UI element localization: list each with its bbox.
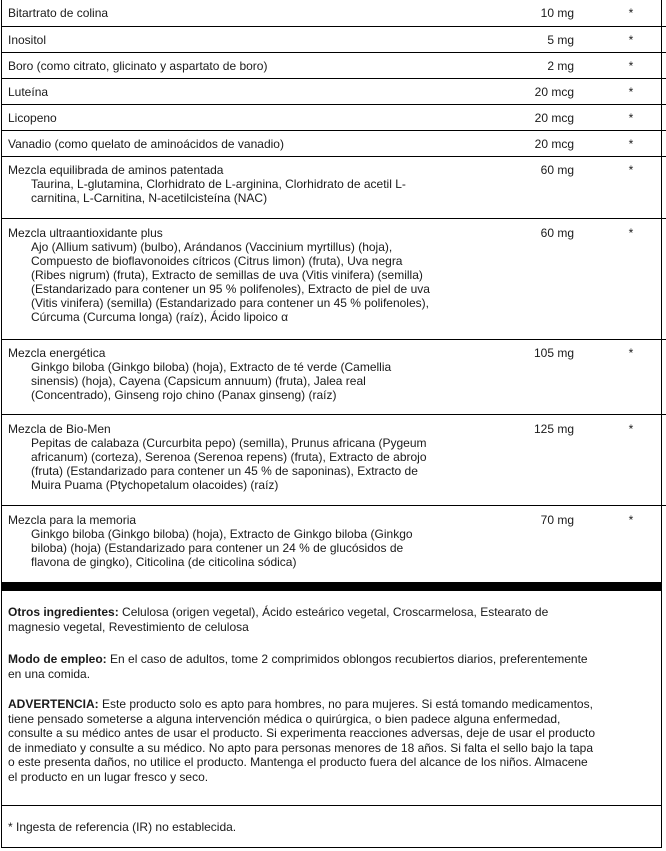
blend-ingredients-line: Cúrcuma (Curcuma longa) (raíz), Ácido lipoico α <box>31 309 289 324</box>
nutrient-row <box>1 104 666 130</box>
nutrient-name: Vanadio (como quelato de aminoácidos de vanadio) <box>1 130 488 156</box>
nutrient-amount: 20 mcg <box>488 130 578 156</box>
blend-ingredients-line: (Vitis vinifera) (semilla) (Estandarizado para contener un 45 % polifenoles), <box>31 295 429 310</box>
directions-text: En el caso de adultos, tome 2 comprimidos oblongos recubiertos diarios, preferentemente <box>106 652 588 666</box>
warning-text: Este producto solo es apto para hombres, no para mujeres. Si está tomando medicamentos, <box>98 697 593 711</box>
nutrient-dv: * <box>578 0 666 26</box>
blend-amount: 60 mg <box>488 218 578 339</box>
blend-ingredients-line: Taurina, L-glutamina, Clorhidrato de L-arginina, Clorhidrato de acetil L- <box>31 176 406 191</box>
nutrient-name: Licopeno <box>1 104 488 130</box>
blend-ingredients-line: (Concentrado), Ginseng rojo chino (Panax ginseng) (raíz) <box>31 387 337 402</box>
blend-row <box>1 156 666 218</box>
blend-ingredients-line: (Ribes nigrum) (fruta), Extracto de semillas de uva (Vitis vinifera) (semilla) <box>31 267 423 282</box>
thick-divider <box>1 582 662 591</box>
warning-text: tiene pensado someterse a alguna intervención médica o quirúrgica, o bien padece alguna enfermedad, <box>8 711 561 726</box>
nutrient-name: Inositol <box>1 26 488 52</box>
nutrient-dv: * <box>578 104 666 130</box>
blend-row <box>1 218 666 339</box>
nutrient-name: Bitartrato de colina <box>1 0 488 26</box>
directions-text: en una comida. <box>8 666 91 681</box>
blend-cell <box>1 339 488 414</box>
blend-dv: * <box>578 339 666 414</box>
nutrient-row <box>1 52 666 78</box>
directions <box>8 652 656 681</box>
blend-dv: * <box>628 512 634 527</box>
blend-row <box>1 505 666 575</box>
blend-ingredients-line: Pepitas de calabaza (Curcurbita pepo) (semilla), Prunus africana (Pygeum <box>31 435 427 450</box>
footnote: * Ingesta de referencia (IR) no establecida. <box>8 820 237 834</box>
blend-amount: 125 mg <box>488 414 578 505</box>
other-ingredients <box>8 605 656 634</box>
supplement-facts-table <box>1 0 666 575</box>
blend-amount: 70 mg <box>540 512 574 527</box>
blend-dv: * <box>578 156 666 218</box>
warning-text: consulte a su médico antes de usar el producto. Si experimenta reacciones adversas, deje de usar el producto <box>8 726 596 740</box>
blend-ingredients-line: flavona de gingko), Citicolina (de citicolina sódica) <box>31 554 297 569</box>
other-ingredients-label: Otros ingredientes: <box>8 605 119 619</box>
blend-amount: 60 mg <box>488 156 578 218</box>
nutrient-dv: * <box>578 52 666 78</box>
blend-row <box>1 414 666 505</box>
nutrient-row <box>1 78 666 104</box>
blend-ingredients-line: africanum) (corteza), Serenoa (Serenoa repens) (fruta), Extracto de abrojo <box>31 449 427 464</box>
nutrient-row <box>1 130 666 156</box>
nutrient-dv: * <box>578 78 666 104</box>
blend-dv: * <box>578 218 666 339</box>
nutrient-row <box>1 0 666 26</box>
warning <box>8 697 656 784</box>
nutrient-name: Luteína <box>1 78 488 104</box>
blend-ingredients-line: (Estandarizado para contener un 95 % polifenoles), Extracto de piel de uva <box>31 281 430 296</box>
blend-dv: * <box>578 414 666 505</box>
blend-cell <box>1 218 488 339</box>
blend-cell <box>1 414 488 505</box>
blend-ingredients-line: Ajo (Allium sativum) (bulbo), Arándanos (Vaccinium myrtillus) (hoja), <box>31 239 393 254</box>
blend-amount: 105 mg <box>488 339 578 414</box>
footnote-divider <box>1 805 662 806</box>
directions-label: Modo de empleo: <box>8 652 107 666</box>
other-ingredients-text: Celulosa (origen vegetal), Ácido esteárico vegetal, Croscarmelosa, Estearato de <box>118 605 549 619</box>
nutrient-amount: 2 mg <box>488 52 578 78</box>
warning-text: de inmediato y consulte a su médico. No apto para personas menores de 18 años. Si falta el sello bajo la tapa <box>8 740 594 755</box>
nutrient-amount: 20 mcg <box>488 104 578 130</box>
nutrient-amount: 10 mg <box>488 0 578 26</box>
nutrient-name: Boro (como citrato, glicinato y aspartato de boro) <box>1 52 488 78</box>
nutrient-row <box>1 26 666 52</box>
blend-name: Mezcla ultraantioxidante plus <box>8 225 163 240</box>
blend-ingredients-line: Muira Puama (Ptychopetalum olacoides) (raíz) <box>31 477 279 492</box>
blend-name: Mezcla energética <box>8 345 106 360</box>
blend-ingredients-line: (fruta) (Estandarizado para contener un 45 % de saponinas), Extracto de <box>31 463 418 478</box>
warning-text: el producto en un lugar fresco y seco. <box>8 769 209 784</box>
nutrient-dv: * <box>578 26 666 52</box>
blend-ingredients-line: sinensis) (hoja), Cayena (Capsicum annuum) (fruta), Jalea real <box>31 373 366 388</box>
blend-name: Mezcla equilibrada de aminos patentada <box>8 162 224 177</box>
warning-label: ADVERTENCIA: <box>8 697 99 711</box>
nutrient-amount: 5 mg <box>488 26 578 52</box>
blend-name: Mezcla de Bio-Men <box>8 421 111 436</box>
blend-ingredients-line: Ginkgo biloba (Ginkgo biloba) (hoja), Extracto de té verde (Camellia <box>31 359 392 374</box>
blend-ingredients-line: carnitina, L-Carnitina, N-acetilcisteína (NAC) <box>31 190 268 205</box>
blend-row <box>1 339 666 414</box>
blend-ingredients-line: Compuesto de bioflavonoides cítricos (Citrus limon) (fruta), Uva negra <box>31 253 403 268</box>
nutrient-dv: * <box>578 130 666 156</box>
blend-cell <box>1 156 488 218</box>
blend-ingredients-line: Ginkgo biloba (Ginkgo biloba) (hoja), Extracto de Ginkgo biloba (Ginkgo <box>31 526 413 541</box>
blend-ingredients-line: biloba) (hoja) (Estandarizado para contener un 24 % de glucósidos de <box>31 540 404 555</box>
warning-text: o este presenta daños, no utilice el producto. Mantenga el producto fuera del alcance de los niños. Almacene <box>8 755 588 769</box>
other-ingredients-text: magnesio vegetal, Revestimiento de celulosa <box>8 619 249 634</box>
nutrient-amount: 20 mcg <box>488 78 578 104</box>
blend-name: Mezcla para la memoria <box>8 512 137 527</box>
blend-cell <box>1 505 488 575</box>
